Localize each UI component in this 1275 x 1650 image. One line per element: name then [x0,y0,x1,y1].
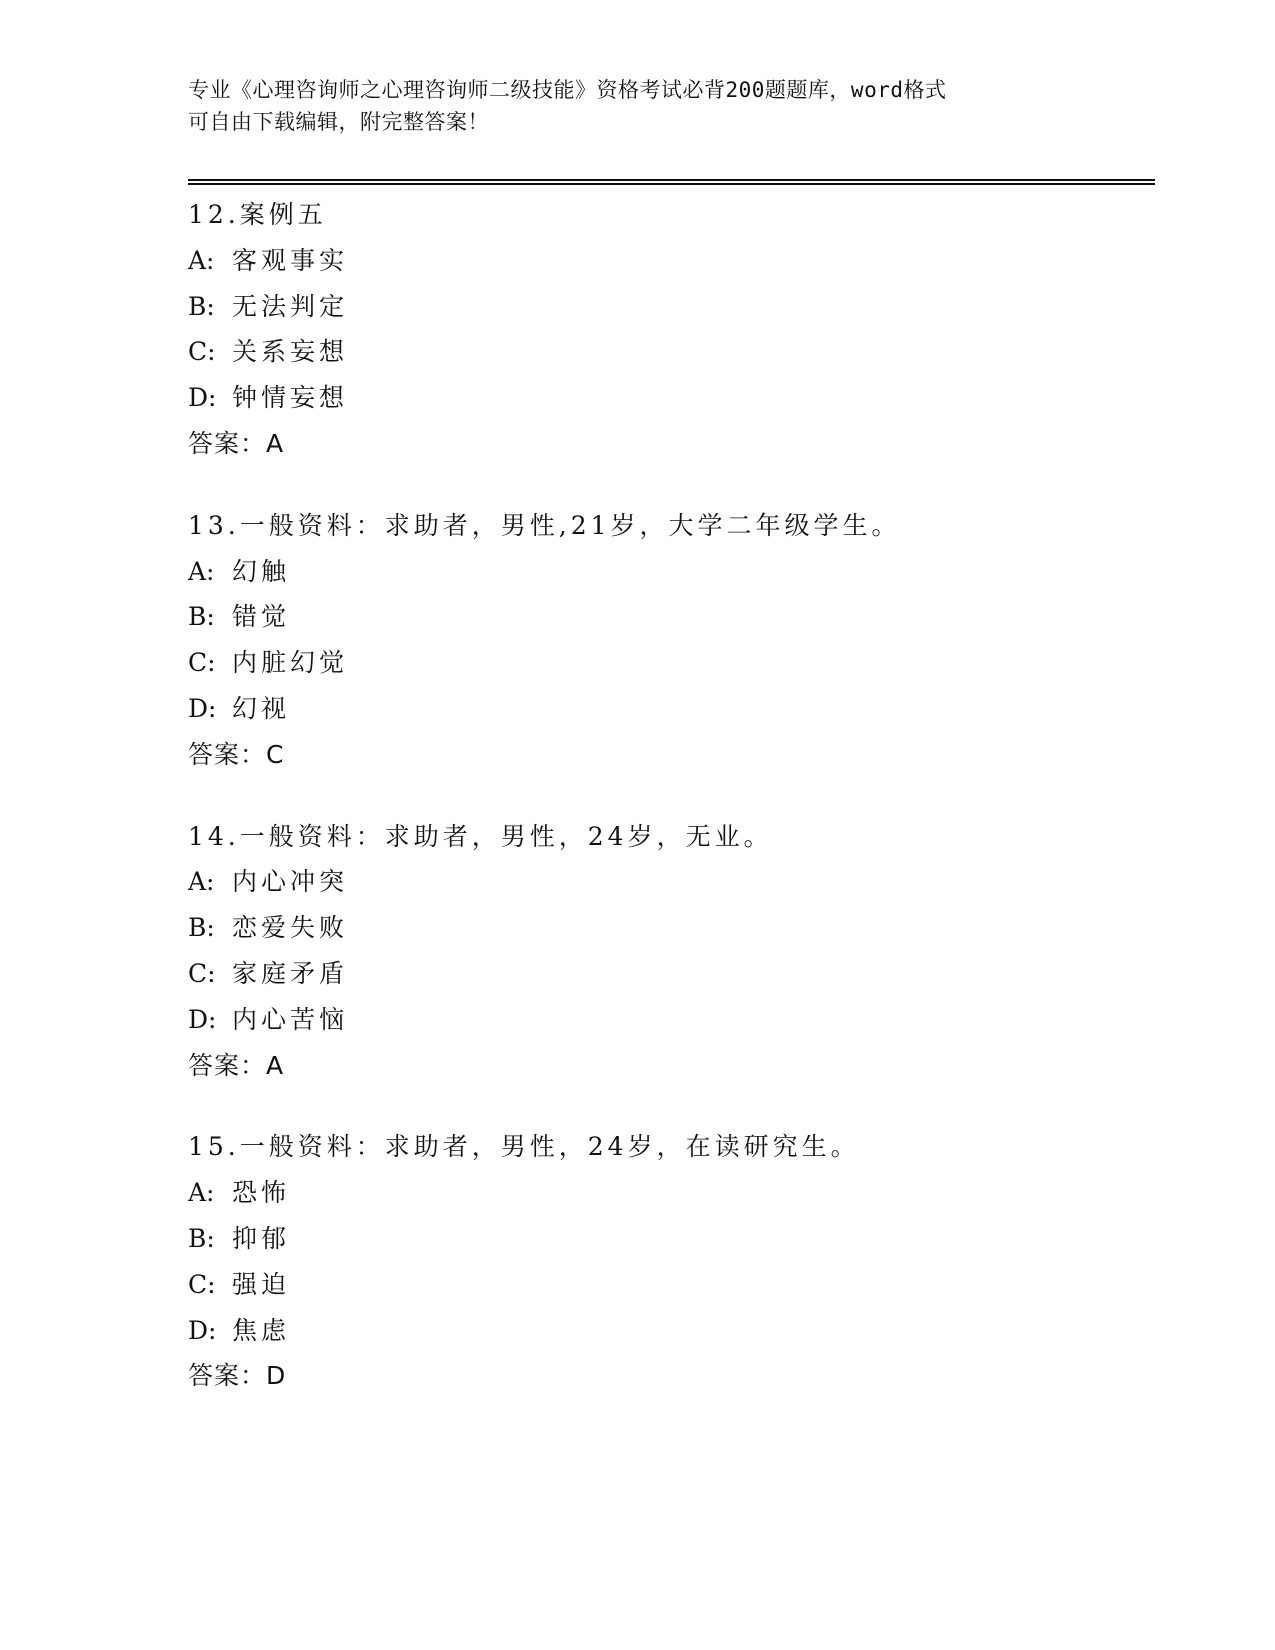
question-stem: 14.一般资料：求助者，男性，24岁，无业。 [188,821,773,851]
option-c [188,1262,1148,1308]
option-letter: D: [188,383,217,413]
option-letter: D: [188,1004,217,1034]
option-letter: C: [188,337,216,367]
option-text: 焦虑 [232,1315,291,1345]
option-text: 恋爱失败 [232,913,349,943]
option-letter: B: [188,913,215,943]
question-stem: 12.案例五 [188,200,327,229]
option-text: 强迫 [232,1269,291,1299]
option-letter: D: [188,1315,217,1345]
question-15 [188,1124,1148,1399]
answer-line: 答案：A [188,1050,285,1080]
question-stem: 13.一般资料：求助者，男性,21岁，大学二年级学生。 [188,510,901,540]
option-a [188,1170,1148,1216]
option-text: 钟情妄想 [232,383,349,413]
option-text: 内脏幻觉 [232,648,349,678]
answer-line: 答案：A [188,428,285,458]
option-text: 恐怖 [232,1178,291,1208]
option-letter: C: [188,958,216,988]
option-d [188,997,1148,1043]
option-c [188,329,1148,375]
option-text: 家庭矛盾 [232,958,349,988]
option-letter: B: [188,602,215,632]
option-letter: A: [188,556,215,586]
header-divider-bottom [188,183,1155,185]
option-letter: A: [188,245,215,275]
question-stem: 15.一般资料：求助者，男性，24岁，在读研究生。 [188,1132,860,1162]
option-a [188,549,1148,595]
option-letter: B: [188,291,215,321]
option-text: 抑郁 [232,1223,291,1253]
question-12 [188,192,1148,467]
option-text: 内心冲突 [232,867,349,897]
header-title-line-2: 可自由下载编辑，附完整答案！ [188,110,489,134]
option-b [188,1216,1148,1262]
question-list [188,192,1148,1435]
answer-line: 答案：C [188,739,285,769]
option-text: 无法判定 [232,291,349,321]
option-text: 内心苦恼 [232,1004,349,1034]
option-d [188,686,1148,732]
option-a [188,859,1148,905]
option-text: 客观事实 [232,245,349,275]
question-14 [188,814,1148,1089]
header-divider-top [188,179,1155,181]
option-a [188,238,1148,284]
option-letter: C: [188,1269,216,1299]
option-c [188,640,1148,686]
option-c [188,951,1148,997]
option-letter: D: [188,693,217,723]
option-letter: A: [188,867,215,897]
option-letter: B: [188,1223,215,1253]
header-title-line-1: 专业《心理咨询师之心理咨询师二级技能》资格考试必背200题题库，word格式 [188,78,947,102]
option-b [188,905,1148,951]
option-d [188,1308,1148,1354]
option-letter: A: [188,1178,215,1208]
option-letter: C: [188,648,216,678]
option-b [188,594,1148,640]
option-text: 幻触 [232,556,291,586]
option-b [188,284,1148,330]
option-text: 错觉 [232,602,291,632]
document-header [188,74,1088,138]
question-13 [188,503,1148,778]
answer-line: 答案：D [188,1361,287,1391]
option-d [188,375,1148,421]
option-text: 关系妄想 [232,337,349,367]
option-text: 幻视 [232,693,291,723]
